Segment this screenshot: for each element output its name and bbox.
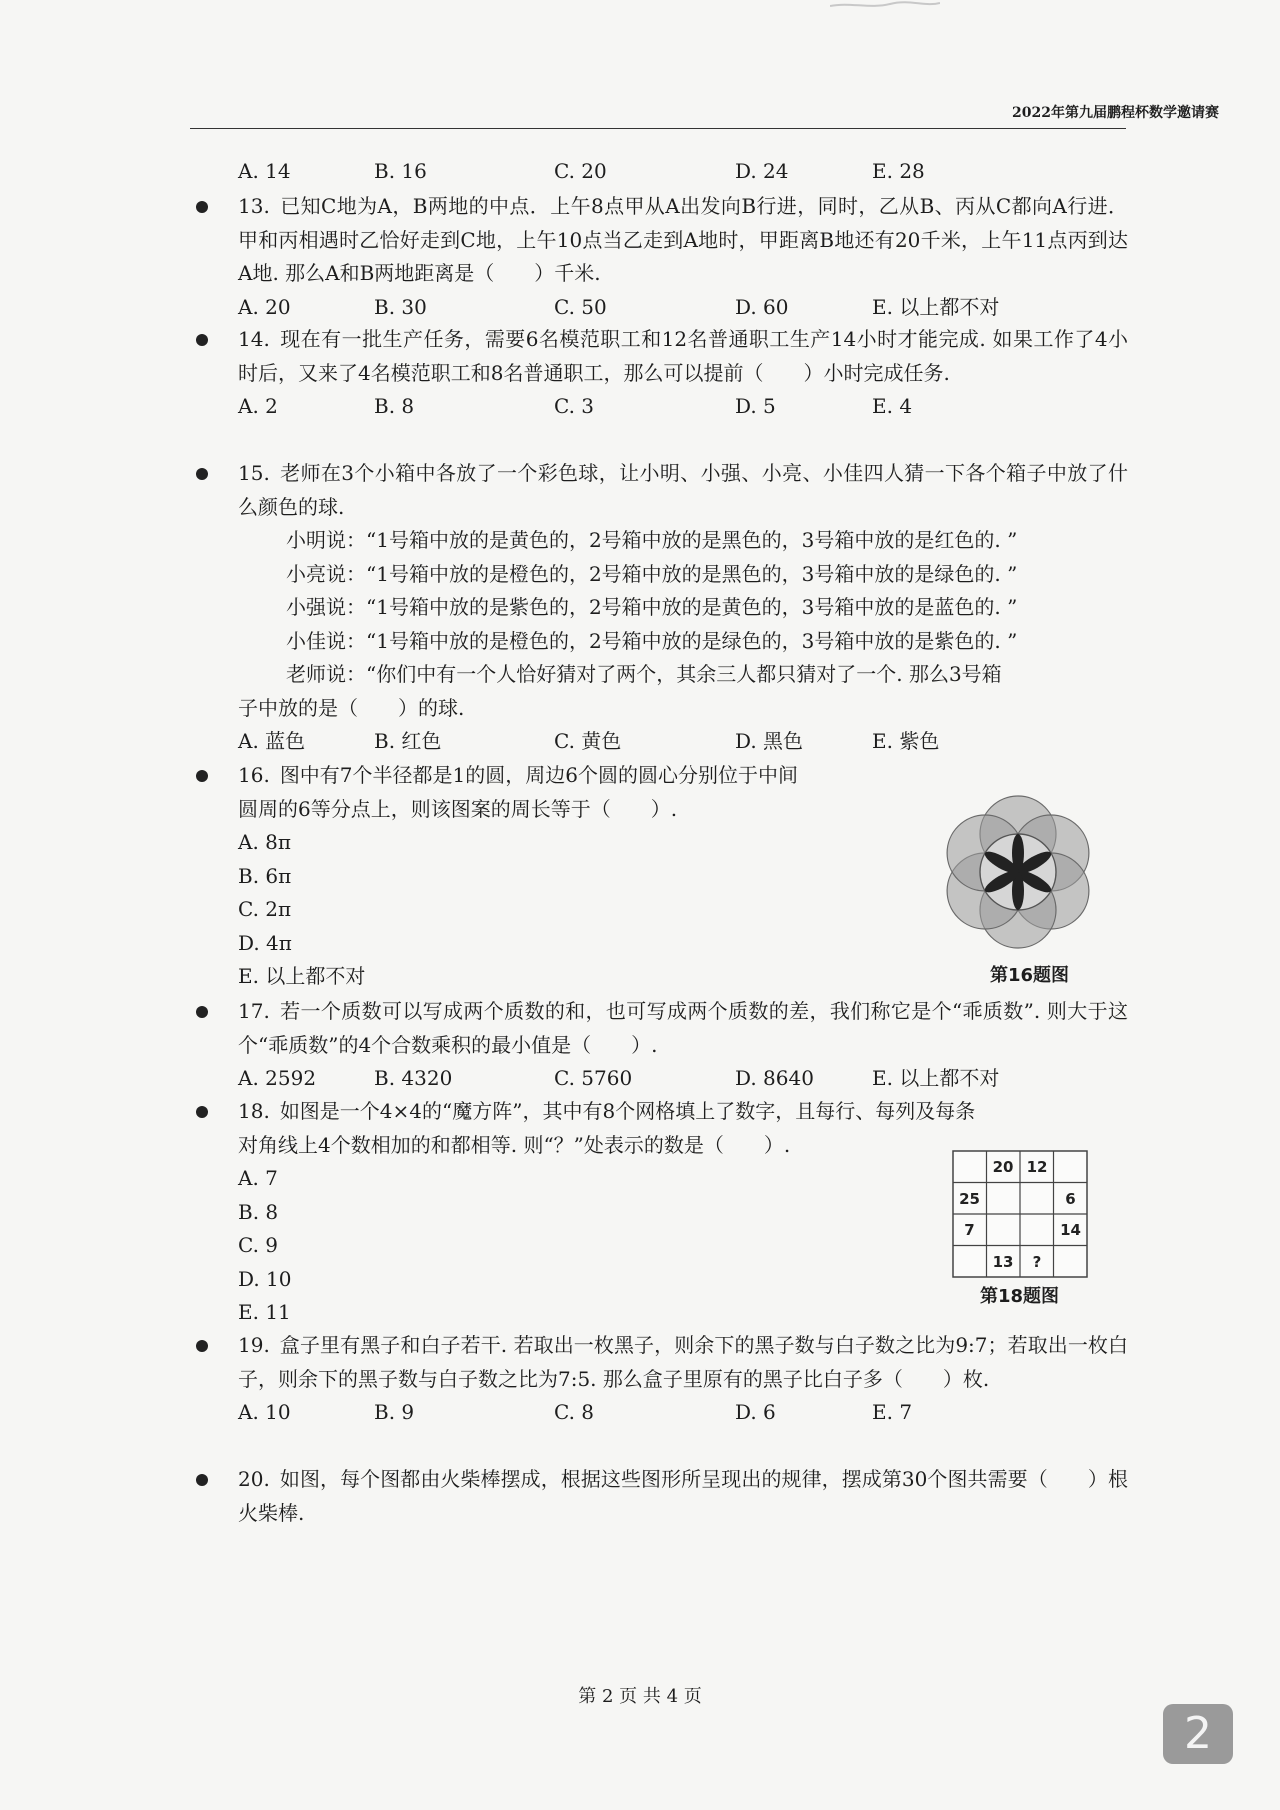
page-badge: 2 [1163, 1704, 1233, 1764]
option-b: B. 8 [238, 1199, 279, 1224]
option-e: E. 7 [872, 1400, 913, 1424]
option-d: D. 60 [735, 294, 789, 319]
option-a: A. 14 [238, 159, 291, 183]
option-b: B. 6π [238, 863, 292, 888]
option-c: C. 9 [238, 1233, 279, 1257]
figure-16-caption: 第16题图 [990, 965, 1070, 986]
option-c: C. 3 [554, 394, 595, 418]
grid-cell: 7 [964, 1221, 975, 1239]
quote-line: 小佳说：“1号箱中放的是橙色的，2号箱中放的是绿色的，3号箱中放的是紫色的. ” [286, 628, 1018, 653]
grid-cell: 25 [959, 1190, 980, 1208]
question-number: 13. [238, 194, 270, 218]
handwriting-mark [830, 0, 940, 10]
option-e: E. 以上都不对 [238, 964, 366, 988]
bullet-dot [196, 1474, 208, 1486]
question-16 [238, 759, 898, 994]
question-19 [238, 1329, 1128, 1430]
option-a: A. 7 [238, 1166, 278, 1190]
bullet-dot [196, 201, 208, 213]
option-d: D. 10 [238, 1266, 292, 1291]
option-b: B. 9 [374, 1400, 415, 1424]
question-text: 20. 如图，每个图都由火柴棒摆成，根据这些图形所呈现出的规律，摆成第30个图共需要（ ）根火柴棒. [238, 1467, 1128, 1525]
grid-cell: 6 [1065, 1190, 1076, 1208]
question-13 [238, 190, 1128, 324]
question-14 [238, 323, 1128, 424]
quote-line: 小明说：“1号箱中放的是黄色的，2号箱中放的是黑色的，3号箱中放的是红色的. ” [286, 528, 1018, 552]
option-d: D. 8640 [735, 1066, 814, 1090]
question-text: 15. 老师在3个小箱中各放了一个彩色球，让小明、小强、小亮、小佳四人猜一下各个箱子中放了什么颜色的球. [238, 461, 1128, 519]
question-text: 对角线上4个数相加的和都相等. 则“？”处表示的数是（ ）. [238, 1132, 791, 1157]
page-number: 第 2 页 共 4 页 [578, 1686, 702, 1707]
grid-cell-unknown: ? [1032, 1253, 1042, 1271]
question-12-options [238, 155, 1128, 189]
option-e: E. 紫色 [872, 729, 940, 753]
quote-line: 小强说：“1号箱中放的是紫色的，2号箱中放的是黄色的，3号箱中放的是蓝色的. ” [286, 595, 1018, 619]
option-c: C. 黄色 [554, 729, 622, 753]
option-b: B. 4320 [374, 1066, 453, 1090]
question-text: 18. 如图是一个4×4的“魔方阵”，其中有8个网格填上了数字，且每行、每列及每条 [238, 1099, 976, 1123]
option-a: A. 10 [238, 1400, 291, 1424]
teacher-quote-line: 老师说：“你们中有一个人恰好猜对了两个，其余三人都只猜对了一个. 那么3号箱 [286, 662, 1002, 686]
question-17 [238, 995, 1128, 1096]
question-number: 14. [238, 327, 270, 351]
question-text: 13. 已知C地为A，B两地的中点．上午8点甲从A出发向B行进，同时，乙从B、丙从C都向A行进．甲和丙相遇时乙恰好走到C地，上午10点当乙走到A地时，甲距离B地还有20千米，上午11点丙到达A地. 那么A和B两地距离是（ ）千米. [238, 194, 1128, 285]
question-text: 17. 若一个质数可以写成两个质数的和，也可写成两个质数的差，我们称它是个“乖质数”. 则大于这个“乖质数”的4个合数乘积的最小值是（ ）. [238, 999, 1128, 1057]
option-e: E. 28 [872, 159, 925, 183]
option-b: B. 8 [374, 394, 415, 418]
option-e: E. 4 [872, 394, 913, 418]
question-text: 16. 图中有7个半径都是1的圆，周边6个圆的圆心分别位于中间 [238, 763, 798, 787]
seven-circles-figure [932, 786, 1104, 958]
option-a: A. 2 [238, 394, 278, 418]
grid-cell: 13 [992, 1253, 1014, 1271]
option-d: D. 黑色 [735, 729, 804, 753]
quote-line: 小亮说：“1号箱中放的是橙色的，2号箱中放的是黑色的，3号箱中放的是绿色的. ” [286, 561, 1018, 586]
option-e: E. 以上都不对 [872, 1066, 1000, 1090]
question-number: 18. [238, 1099, 270, 1123]
option-d: D. 6 [735, 1400, 776, 1424]
question-text: 14. 现在有一批生产任务，需要6名模范职工和12名普通职工生产14小时才能完成. 如果工作了4小时后，又来了4名模范职工和8名普通职工，那么可以提前（ ）小时完成任务. [238, 327, 1128, 385]
option-c: C. 20 [554, 159, 607, 183]
bullet-dot [196, 770, 208, 782]
bullet-dot [196, 1340, 208, 1352]
option-b: B. 30 [374, 294, 427, 319]
header-rule [190, 128, 1126, 129]
option-a: A. 20 [238, 294, 291, 319]
question-number: 15. [238, 461, 270, 485]
question-text: 圆周的6等分点上，则该图案的周长等于（ ）. [238, 796, 678, 821]
option-c: C. 8 [554, 1400, 595, 1424]
question-20 [238, 1463, 1128, 1530]
option-c: C. 2π [238, 897, 292, 921]
question-number: 16. [238, 763, 270, 787]
figure-18-caption: 第18题图 [980, 1286, 1060, 1307]
option-a: A. 2592 [238, 1066, 317, 1090]
magic-square-grid [952, 1150, 1088, 1278]
question-number: 17. [238, 999, 270, 1023]
option-e: E. 以上都不对 [872, 294, 1000, 319]
option-c: C. 50 [554, 294, 607, 319]
grid-cell: 12 [1026, 1158, 1048, 1176]
option-d: D. 24 [735, 159, 789, 183]
question-number: 19. [238, 1333, 270, 1357]
grid-cell: 20 [992, 1158, 1014, 1176]
teacher-quote-line: 子中放的是（ ）的球. [238, 695, 465, 720]
option-a: A. 8π [238, 830, 292, 854]
bullet-dot [196, 1106, 208, 1118]
option-a: A. 蓝色 [238, 729, 306, 753]
option-b: B. 红色 [374, 729, 442, 753]
option-e: E. 11 [238, 1300, 291, 1324]
bullet-dot [196, 1006, 208, 1018]
option-d: D. 5 [735, 394, 776, 418]
option-d: D. 4π [238, 930, 292, 955]
bullet-dot [196, 468, 208, 480]
bullet-dot [196, 334, 208, 346]
option-b: B. 16 [374, 159, 427, 183]
option-c: C. 5760 [554, 1066, 633, 1090]
question-number: 20. [238, 1467, 270, 1491]
question-text: 19. 盒子里有黑子和白子若干. 若取出一枚黑子，则余下的黑子数与白子数之比为9:7；若取出一枚白子，则余下的黑子数与白子数之比为7:5. 那么盒子里原有的黑子比白子多（ ）枚. [238, 1333, 1128, 1391]
header-title: 2022年第九届鹏程杯数学邀请赛 [1012, 105, 1219, 121]
question-15 [238, 457, 1128, 759]
grid-cell: 14 [1060, 1221, 1081, 1239]
